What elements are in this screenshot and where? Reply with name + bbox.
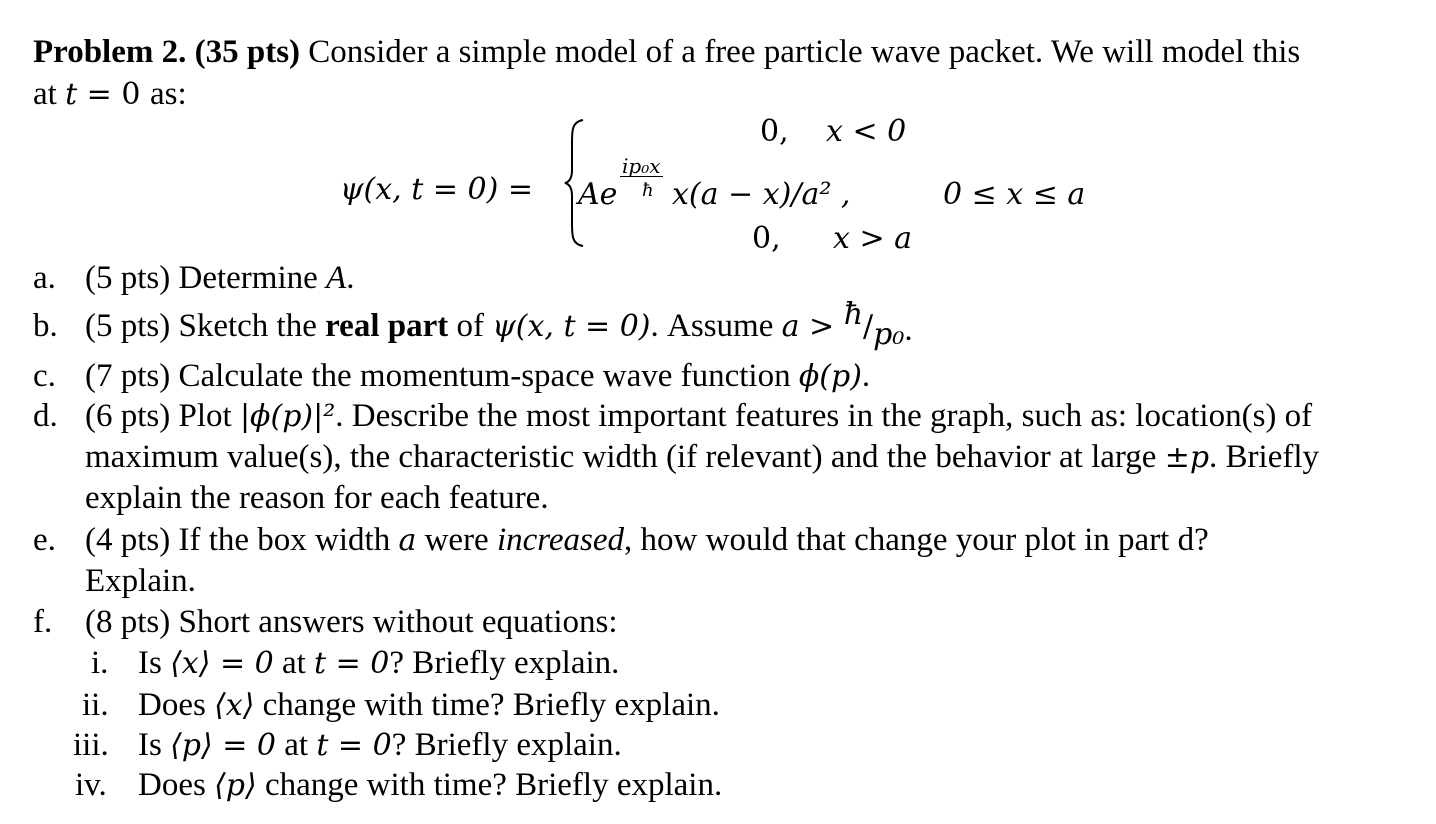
part-a-text: (5 pts) Determine: [85, 260, 327, 296]
part-e-line1: [85, 524, 1209, 557]
part-b-cond: a >: [781, 309, 844, 344]
intro-at-text: at: [33, 76, 66, 112]
sub-iii-post: ? Briefly explain.: [391, 727, 622, 763]
part-a-end: .: [346, 260, 355, 296]
case2-condition: 0 ≤ x ≤ a: [943, 177, 1086, 212]
psi-symbol: ψ: [340, 172, 364, 207]
part-a-var: A: [326, 260, 347, 296]
intro-t-var: t: [65, 77, 78, 112]
part-d-line2-post: . Briefly: [1209, 439, 1320, 475]
part-a: [85, 262, 354, 295]
sub-iii-math2: t = 0: [316, 728, 392, 763]
part-d-post: . Describe the most important features in the graph, such as: location(s) of: [335, 398, 1313, 434]
sub-i-post: ? Briefly explain.: [389, 645, 620, 681]
sub-iv: [138, 769, 722, 802]
part-e-var: a: [398, 523, 417, 558]
sub-iv-pre: Does: [138, 767, 215, 803]
part-e-line2: Explain.: [85, 563, 196, 599]
sub-i: [138, 647, 619, 680]
problem-intro-line1: [33, 36, 1300, 69]
sub-iv-marker: iv.: [75, 767, 107, 803]
part-c-marker: c.: [33, 358, 56, 394]
case3-value: 0,: [752, 221, 781, 256]
sub-ii-pre: Does: [138, 687, 215, 723]
part-b-marker: b.: [33, 308, 58, 344]
part-d-marker: d.: [33, 398, 58, 434]
sub-ii-post: change with time? Briefly explain.: [254, 687, 720, 723]
part-b-end: .: [904, 312, 913, 348]
problem-heading: Problem 2. (35 pts): [33, 34, 301, 70]
case3-condition: x > a: [833, 221, 913, 256]
part-b-slash: /: [863, 309, 874, 344]
sub-i-mid: at: [273, 645, 315, 681]
part-b-assume: . Assume: [650, 308, 782, 344]
case2-exponent-numerator: ip₀x: [622, 154, 661, 178]
part-e-italic: increased: [496, 522, 625, 558]
sub-i-math2: t = 0: [314, 646, 390, 681]
part-c: [85, 360, 870, 393]
part-c-text: (7 pts) Calculate the momentum-space wave function: [85, 358, 799, 394]
sub-iii-mid: at: [276, 727, 317, 763]
case2-exponent-denominator: ħ: [642, 180, 654, 201]
part-e-post: , how would that change your plot in part d?: [624, 522, 1209, 558]
part-b-of: of: [448, 308, 493, 344]
sub-iii: [138, 729, 622, 762]
part-d-line2: [85, 441, 1319, 474]
sub-ii-math1: ⟨x⟩: [214, 688, 255, 723]
part-f-marker: f.: [33, 604, 53, 640]
problem-intro-text: Consider a simple model of a free particle wave packet. We will model this: [308, 34, 1301, 70]
case1-value: 0,: [760, 114, 789, 149]
sub-i-pre: Is: [138, 645, 171, 681]
sub-i-marker: i.: [91, 645, 109, 681]
part-d-line2-math: ±p: [1164, 440, 1210, 475]
part-b-psi: ψ(x, t = 0): [492, 309, 651, 344]
part-c-phi: ϕ(p): [798, 359, 862, 394]
sub-iv-math1: ⟨p⟩: [214, 768, 257, 803]
sub-ii: [138, 689, 720, 722]
sub-iii-marker: iii.: [73, 727, 109, 763]
part-d-pre: (6 pts) Plot: [85, 398, 240, 434]
case1-condition: x < 0: [826, 114, 907, 149]
part-b-p0: p₀: [873, 317, 905, 352]
part-e-mid: were: [416, 522, 497, 558]
part-d-line1: [85, 400, 1312, 433]
part-c-end: .: [861, 358, 871, 394]
part-d-math: |ϕ(p)|²: [239, 399, 336, 434]
part-d-line2-pre: maximum value(s), the characteristic width (if relevant) and the behavior at large: [85, 439, 1165, 475]
part-b-hbar: ħ: [843, 297, 864, 332]
intro-as-text: as:: [149, 76, 187, 112]
part-e-marker: e.: [33, 522, 56, 558]
intro-eq-text: = 0: [77, 77, 150, 112]
sub-iv-post: change with time? Briefly explain.: [256, 767, 723, 803]
part-b-pre: (5 pts) Sketch the: [85, 308, 326, 344]
problem-intro-line2: [33, 78, 187, 111]
sub-iii-pre: Is: [138, 727, 171, 763]
sub-i-math1: ⟨x⟩ = 0: [170, 646, 274, 681]
case2-A: Ae: [578, 177, 618, 212]
case2-rest: x(a − x)/a² ,: [672, 177, 851, 212]
sub-iii-math1: ⟨p⟩ = 0: [170, 728, 277, 763]
part-b-bold: real part: [325, 308, 449, 344]
part-a-marker: a.: [33, 260, 56, 296]
part-d-line3: explain the reason for each feature.: [85, 480, 549, 516]
psi-args: (x, t = 0) =: [363, 172, 533, 207]
part-e-pre: (4 pts) If the box width: [85, 522, 399, 558]
equation-lhs: [340, 173, 533, 206]
part-f-text: (8 pts) Short answers without equations:: [85, 604, 618, 640]
part-b: [85, 297, 913, 352]
sub-ii-marker: ii.: [82, 687, 109, 723]
